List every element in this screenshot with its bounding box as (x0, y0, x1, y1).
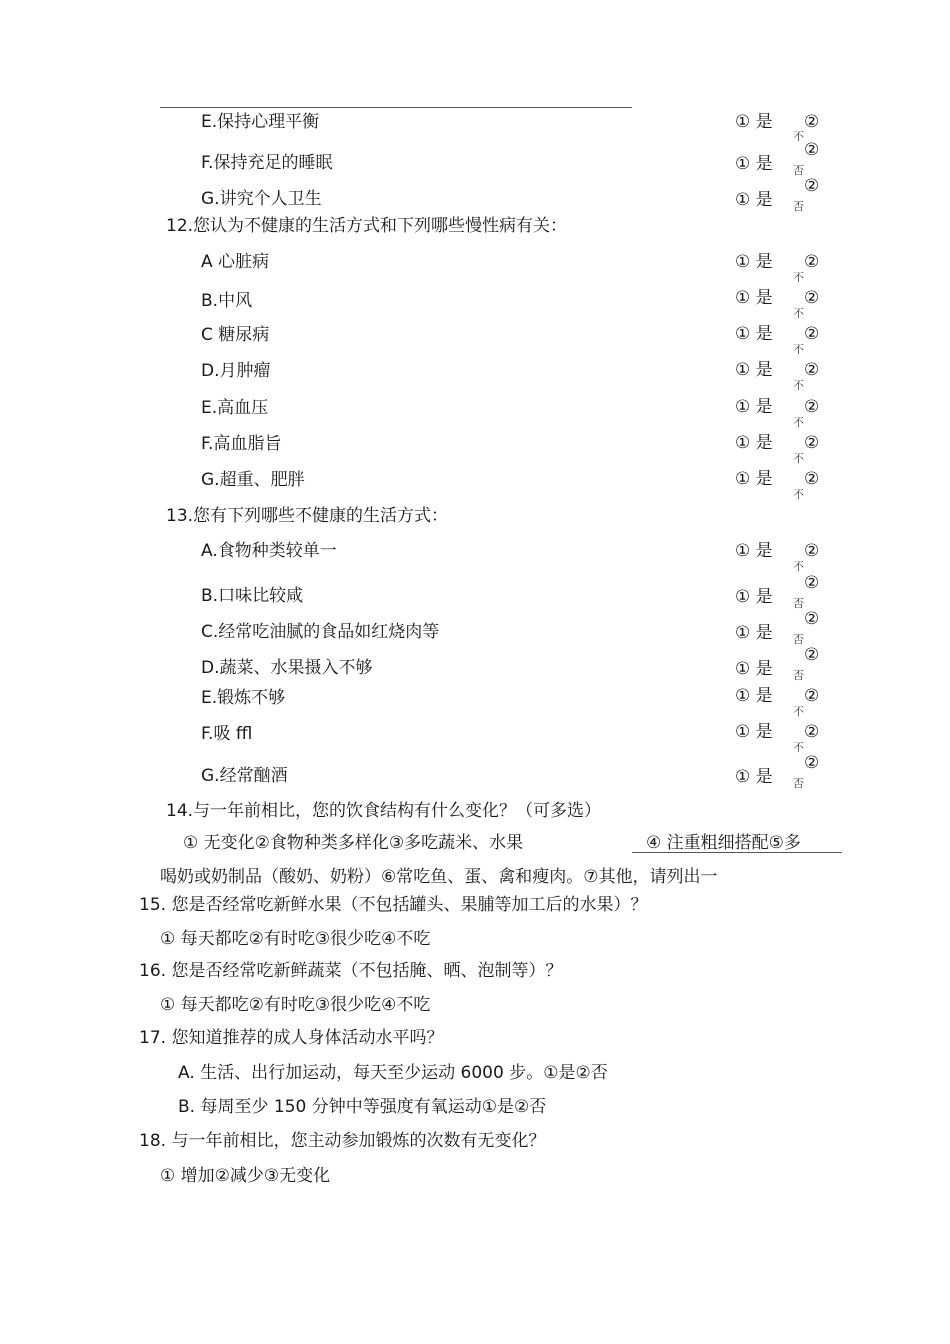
q13-item-a: A.食物种类较单一 (201, 541, 337, 561)
q14-options-line1-right: ④ 注重粗细搭配⑤多 (646, 833, 801, 853)
q11-item-e: E.保持心理平衡 (201, 112, 320, 132)
q11-g-no-char: 否 (793, 200, 804, 213)
q11-item-f: F.保持充足的睡眠 (201, 153, 333, 173)
q13-f-no[interactable]: ② (804, 722, 820, 742)
q12-b-yes[interactable]: ① 是 (735, 288, 773, 308)
q13-b-no-char: 否 (793, 597, 804, 610)
q13-item-c: C.经常吃油腻的食品如红烧肉等 (201, 622, 440, 642)
q13-a-no[interactable]: ② (804, 541, 820, 561)
q13-c-no-char: 否 (793, 633, 804, 646)
q12-item-b: B.中风 (201, 291, 253, 311)
q12-d-yes[interactable]: ① 是 (735, 360, 773, 380)
q11-f-yes[interactable]: ① 是 (735, 154, 773, 174)
q12-b-no-char: 不 (793, 307, 804, 320)
q13-g-yes[interactable]: ① 是 (735, 767, 773, 787)
q12-e-yes[interactable]: ① 是 (735, 397, 773, 417)
q13-c-no[interactable]: ② (804, 609, 820, 629)
q11-g-no[interactable]: ② (804, 176, 820, 196)
q12-g-no-char: 不 (793, 488, 804, 501)
q13-item-f: F.吸 ffl (201, 724, 253, 744)
q14-question: 14.与一年前相比，您的饮食结构有什么变化？（可多选） (166, 801, 602, 821)
q13-c-yes[interactable]: ① 是 (735, 623, 773, 643)
q11-e-yes[interactable]: ① 是 (735, 112, 773, 132)
q12-g-no[interactable]: ② (804, 469, 820, 489)
q12-item-g: G.超重、肥胖 (201, 470, 305, 490)
q12-item-c: C 糖尿病 (201, 325, 270, 345)
q13-a-no-char: 不 (793, 560, 804, 573)
q17-item-b: B. 每周至少 150 分钟中等强度有氧运动①是②否 (178, 1097, 547, 1117)
q12-f-yes[interactable]: ① 是 (735, 433, 773, 453)
q13-d-yes[interactable]: ① 是 (735, 659, 773, 679)
q15-options: ① 每天都吃②有时吃③很少吃④不吃 (160, 929, 431, 949)
q12-e-no-char: 不 (793, 416, 804, 429)
q15-question: 15. 您是否经常吃新鲜水果（不包括罐头、果脯等加工后的水果）？ (139, 895, 648, 915)
q12-d-no-char: 不 (793, 379, 804, 392)
q12-f-no[interactable]: ② (804, 433, 820, 453)
q13-d-no-char: 否 (793, 669, 804, 682)
q13-g-no[interactable]: ② (804, 753, 820, 773)
q12-a-no-char: 不 (793, 271, 804, 284)
q13-item-b: B.口味比较咸 (201, 586, 304, 606)
top-divider (160, 107, 632, 108)
q12-question: 12.您认为不健康的生活方式和下列哪些慢性病有关： (166, 216, 568, 236)
q11-f-no[interactable]: ② (804, 140, 820, 160)
q12-a-yes[interactable]: ① 是 (735, 252, 773, 272)
q11-g-yes[interactable]: ① 是 (735, 190, 773, 210)
q12-item-e: E.高血压 (201, 398, 269, 418)
q11-f-no-char: 否 (793, 164, 804, 177)
q16-question: 16. 您是否经常吃新鲜蔬菜（不包括腌、晒、泡制等）？ (139, 961, 563, 981)
q12-c-no-char: 不 (793, 343, 804, 356)
q12-f-no-char: 不 (793, 452, 804, 465)
q13-b-no[interactable]: ② (804, 573, 820, 593)
q13-e-no-char: 不 (793, 705, 804, 718)
q14-options-line1: ① 无变化②食物种类多样化③多吃蔬米、水果 (183, 833, 524, 853)
q13-item-e: E.锻炼不够 (201, 688, 286, 708)
q13-b-yes[interactable]: ① 是 (735, 587, 773, 607)
q13-f-no-char: 不 (793, 741, 804, 754)
q16-options: ① 每天都吃②有时吃③很少吃④不吃 (160, 995, 431, 1015)
q14-options-line2: 喝奶或奶制品（酸奶、奶粉）⑥常吃鱼、蛋、禽和瘦肉。⑦其他，请列出一 (160, 867, 718, 887)
q13-d-no[interactable]: ② (804, 645, 820, 665)
q13-item-d: D.蔬菜、水果摄入不够 (201, 658, 373, 678)
q12-d-no[interactable]: ② (804, 360, 820, 380)
q12-item-d: D.月肿瘤 (201, 361, 271, 381)
q12-b-no[interactable]: ② (804, 288, 820, 308)
q13-g-no-char: 否 (793, 777, 804, 790)
q17-question: 17. 您知道推荐的成人身体活动水平吗？ (139, 1028, 444, 1048)
q18-options: ① 增加②减少③无变化 (160, 1166, 331, 1186)
q13-a-yes[interactable]: ① 是 (735, 541, 773, 561)
q12-item-f: F.高血脂旨 (201, 434, 282, 454)
q13-item-g: G.经常酗酒 (201, 766, 288, 786)
q12-e-no[interactable]: ② (804, 397, 820, 417)
q14-underline (632, 852, 842, 853)
q12-item-a: A 心脏病 (201, 252, 270, 272)
q12-a-no[interactable]: ② (804, 252, 820, 272)
q12-g-yes[interactable]: ① 是 (735, 469, 773, 489)
q11-e-no-char: 不 (793, 130, 804, 143)
q13-e-no[interactable]: ② (804, 686, 820, 706)
q13-e-yes[interactable]: ① 是 (735, 686, 773, 706)
q18-question: 18. 与一年前相比，您主动参加锻炼的次数有无变化？ (139, 1131, 546, 1151)
q11-item-g: G.讲究个人卫生 (201, 189, 322, 209)
q11-e-no[interactable]: ② (804, 112, 820, 132)
q17-item-a: A. 生活、出行加运动，每天至少运动 6000 步。①是②否 (178, 1063, 608, 1083)
q13-f-yes[interactable]: ① 是 (735, 722, 773, 742)
q12-c-no[interactable]: ② (804, 324, 820, 344)
q12-c-yes[interactable]: ① 是 (735, 324, 773, 344)
q13-question: 13.您有下列哪些不健康的生活方式： (166, 506, 449, 526)
